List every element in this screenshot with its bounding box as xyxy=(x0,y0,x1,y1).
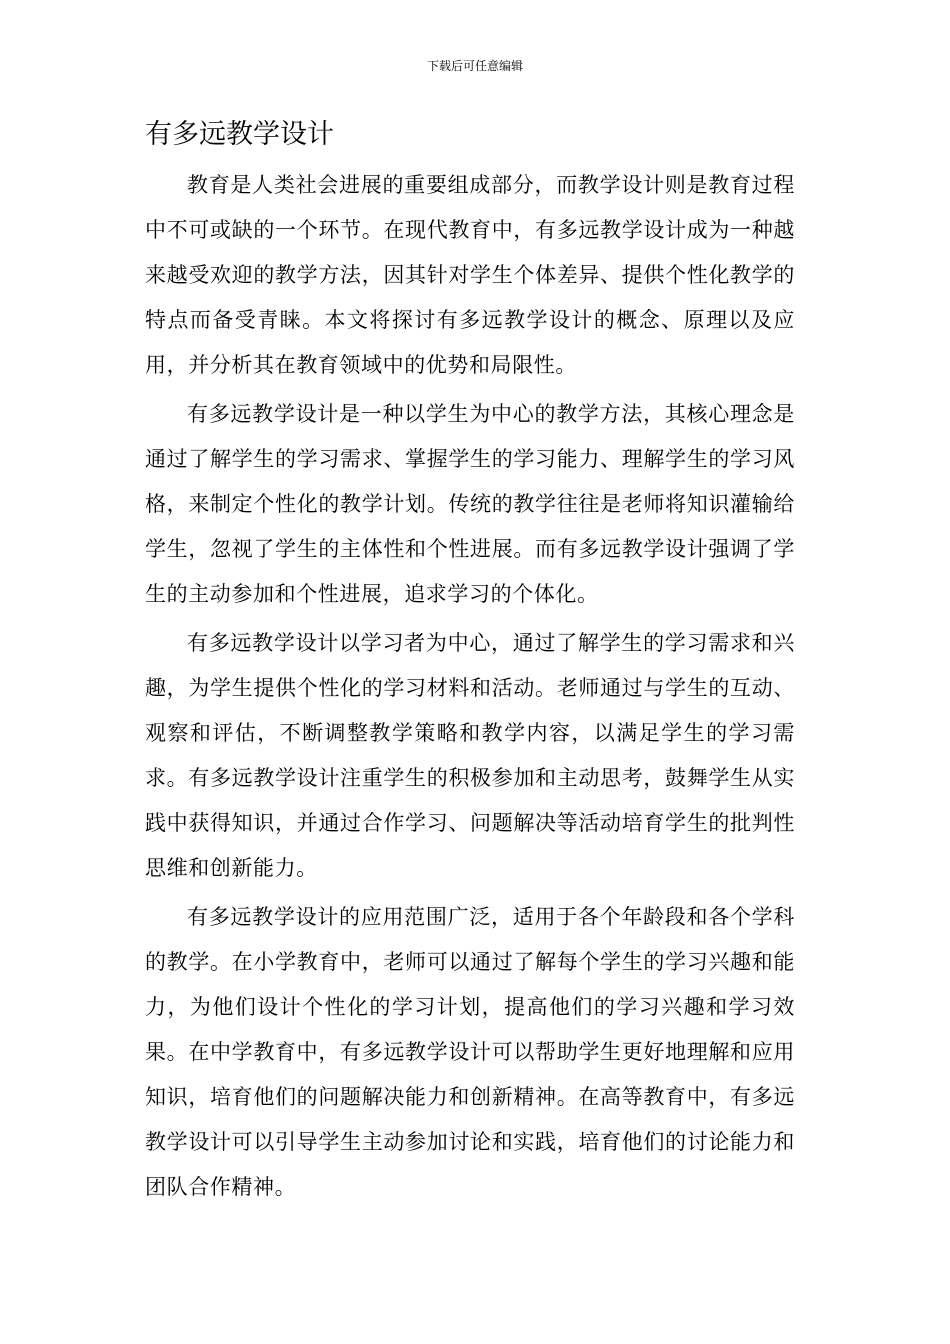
paragraph-1: 教育是人类社会进展的重要组成部分，而教学设计则是教育过程中不可或缺的一个环节。在现代教育中，有多远教学设计成为一种越来越受欢迎的教学方法，因其针对学生个体差异、提供个性化教学的特点而备受青睐。本文将探讨有多远教学设计的概念、原理以及应用，并分析其在教育领域中的优势和局限性。 xyxy=(145,173,795,377)
document-body xyxy=(145,163,795,1214)
document-title: 有多远教学设计 xyxy=(145,119,334,150)
header-note: 下载后可任意编辑 xyxy=(426,59,523,73)
paragraph-2: 有多远教学设计是一种以学生为中心的教学方法，其核心理念是通过了解学生的学习需求、掌握学生的学习能力、理解学生的学习风格，来制定个性化的教学计划。传统的教学往往是老师将知识灌输给学生，忽视了学生的主体性和个性进展。而有多远教学设计强调了学生的主动参加和个性进展，追求学习的个体化。 xyxy=(145,402,795,606)
paragraph-3: 有多远教学设计以学习者为中心，通过了解学生的学习需求和兴趣，为学生提供个性化的学习材料和活动。老师通过与学生的互动、观察和评估，不断调整教学策略和教学内容，以满足学生的学习需求。有多远教学设计注重学生的积极参加和主动思考，鼓舞学生从实践中获得知识，并通过合作学习、问题解决等活动培育学生的批判性思维和创新能力。 xyxy=(145,631,795,880)
paragraph-4: 有多远教学设计的应用范围广泛，适用于各个年龄段和各个学科的教学。在小学教育中，老师可以通过了解每个学生的学习兴趣和能力，为他们设计个性化的学习计划，提高他们的学习兴趣和学习效果。在中学教育中，有多远教学设计可以帮助学生更好地理解和应用知识，培育他们的问题解决能力和创新精神。在高等教育中，有多远教学设计可以引导学生主动参加讨论和实践，培育他们的讨论能力和团队合作精神。 xyxy=(145,905,795,1199)
